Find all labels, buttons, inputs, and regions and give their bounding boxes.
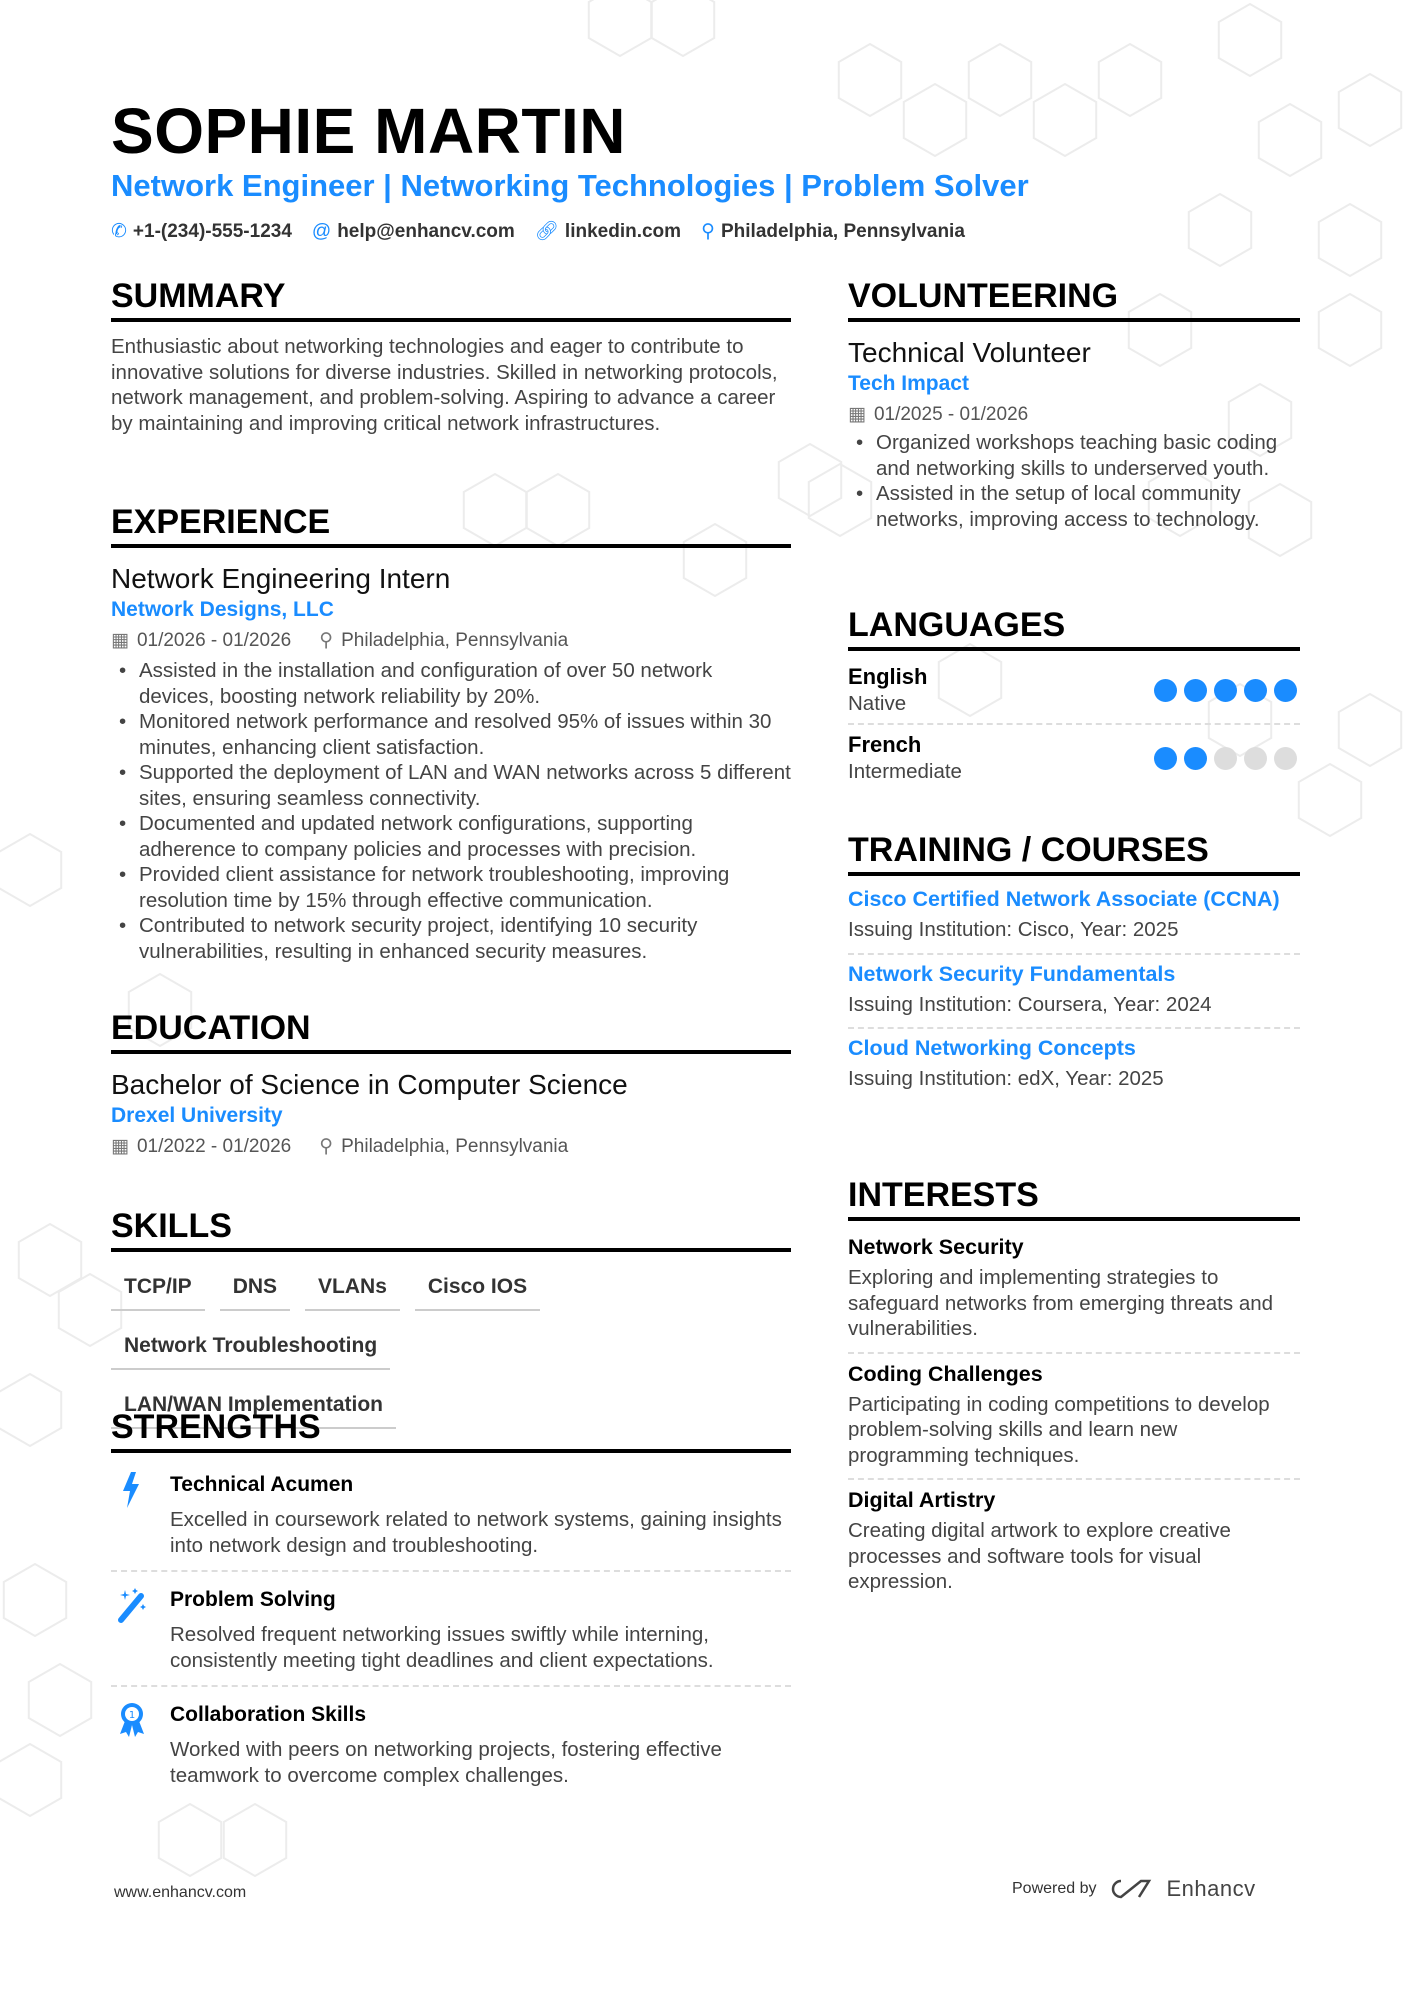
lightning-icon (117, 1471, 147, 1509)
language-name: English (848, 664, 928, 689)
summary-text: Enthusiastic about networking technologies and eager to contribute to innovative solutions for diverse industries. Skilled in networking protocols, network management, and problem-solving. Aspiring to advance a career by maintaining and improving critical network infrastructures. (111, 335, 778, 435)
hexagon-shape (652, 0, 714, 56)
course-title[interactable]: Cloud Networking Concepts (848, 1036, 1136, 1060)
at-icon: @ (311, 221, 332, 242)
course-title[interactable]: Network Security Fundamentals (848, 961, 1176, 986)
rating-dot (1154, 679, 1177, 702)
rating-dot (1184, 747, 1207, 770)
rating-dot (1274, 747, 1297, 770)
school-name: Drexel University (111, 1104, 283, 1127)
education-meta: ▦ 01/2022 - 01/2026 ⚲ Philadelphia, Pennsylvania (111, 1136, 569, 1157)
interest-title: Digital Artistry (848, 1488, 996, 1512)
list-item: • Organized workshops teaching basic coding and networking skills to underserved youth. (848, 430, 1300, 481)
course-text: Issuing Institution: Cisco, Year: 2025 (848, 918, 1179, 941)
list-item: • Provided client assistance for network troubleshooting, improving resolution time by 15% through effective communication. (111, 862, 791, 913)
interest-text: Participating in coding competitions to develop problem-solving skills and learn new programming techniques. (848, 1392, 1270, 1467)
section-title: EDUCATION (111, 1009, 791, 1054)
contact-location: ⚲ Philadelphia, Pennsylvania (701, 221, 965, 242)
strength-text: Resolved frequent networking issues swiftly while interning, consistently meeting tight deadlines and client expectations. (170, 1623, 714, 1672)
course-item (848, 1029, 1300, 1102)
skill-tag: TCP/IP (111, 1266, 205, 1311)
calendar-icon: ▦ (111, 630, 129, 651)
language-item (848, 725, 1300, 791)
job-title: Network Engineering Intern (111, 563, 451, 594)
strength-title: Technical Acumen (170, 1473, 354, 1496)
summary-section (111, 277, 791, 436)
rating-dot (1244, 747, 1267, 770)
list-item: • Assisted in the setup of local community networks, improving access to technology. (848, 481, 1300, 532)
job-meta: ▦ 01/2026 - 01/2026 ⚲ Philadelphia, Pennsylvania (111, 630, 569, 651)
enhancv-logo-icon (1109, 1877, 1155, 1901)
hexagon-shape (969, 44, 1031, 116)
hexagon-shape (589, 0, 651, 56)
contact-linkedin[interactable]: 🔗︎ linkedin.com (534, 221, 682, 242)
location-pin-icon: ⚲ (319, 630, 334, 651)
hexagon-shape (1339, 74, 1401, 146)
award-ribbon-icon (117, 1701, 147, 1739)
hexagon-shape (1319, 204, 1381, 276)
strength-item (111, 1471, 791, 1572)
strength-title: Problem Solving (170, 1588, 336, 1611)
hexagon-shape (1259, 104, 1321, 176)
list-item: • Contributed to network security project, identifying 10 security vulnerabilities, resulting in enhanced security measures. (111, 913, 791, 964)
interests-section (848, 1176, 1300, 1605)
skill-tag: Network Troubleshooting (111, 1325, 390, 1370)
strength-text: Worked with peers on networking projects, fostering effective teamwork to overcome complex challenges. (170, 1738, 722, 1787)
rating-dot (1214, 679, 1237, 702)
hexagon-shape (159, 1804, 221, 1876)
section-title: SUMMARY (111, 277, 791, 322)
experience-bullets (111, 658, 791, 964)
link-icon: 🔗︎ (534, 221, 559, 242)
list-item: • Assisted in the installation and configuration of over 50 network devices, boosting network reliability by 20%. (111, 658, 791, 709)
course-title[interactable]: Cisco Certified Network Associate (CCNA) (848, 887, 1280, 911)
degree: Bachelor of Science in Computer Science (111, 1069, 628, 1100)
rating-dot (1274, 679, 1297, 702)
location-pin-icon: ⚲ (319, 1136, 334, 1157)
course-text: Issuing Institution: edX, Year: 2025 (848, 1067, 1164, 1090)
course-item (848, 955, 1300, 1030)
hexagon-shape (1219, 4, 1281, 76)
skills-section (111, 1207, 791, 1429)
hexagon-shape (0, 834, 61, 906)
interest-title: Network Security (848, 1235, 1024, 1259)
section-title: EXPERIENCE (111, 503, 791, 548)
hexagon-shape (0, 1744, 61, 1816)
interest-item (848, 1227, 1300, 1354)
calendar-icon: ▦ (111, 1136, 129, 1157)
skill-tag: DNS (220, 1266, 290, 1311)
education-section (111, 1009, 791, 1160)
hexagon-shape (1189, 194, 1251, 266)
headline: Network Engineer | Networking Technologies | Problem Solver (111, 168, 1029, 203)
footer-powered-by[interactable]: Powered by Enhancv (1012, 1876, 1256, 1901)
hexagon-shape (29, 1664, 91, 1736)
phone-icon: ✆ (111, 221, 127, 242)
volunteer-role: Technical Volunteer (848, 337, 1091, 368)
contact-email[interactable]: @ help@enhancv.com (311, 221, 515, 242)
interest-text: Exploring and implementing strategies to safeguard networks from emerging threats and vulnerabilities. (848, 1266, 1274, 1340)
section-title: SKILLS (111, 1207, 791, 1252)
section-title: TRAINING / COURSES (848, 831, 1300, 876)
list-item: • Supported the deployment of LAN and WAN networks across 5 different sites, ensuring seamless connectivity. (111, 760, 791, 811)
language-item (848, 657, 1300, 725)
language-name: French (848, 732, 922, 757)
skill-tag: LAN/WAN Implementation (111, 1384, 396, 1429)
experience-section (111, 503, 791, 964)
skill-tag: Cisco IOS (415, 1266, 540, 1311)
location-pin-icon: ⚲ (701, 221, 715, 242)
list-item: • Monitored network performance and resolved 95% of issues within 30 minutes, enhancing client satisfaction. (111, 709, 791, 760)
candidate-name: SOPHIE MARTIN (111, 95, 626, 167)
interest-title: Coding Challenges (848, 1361, 1043, 1386)
volunteer-bullets (848, 430, 1300, 532)
hexagon-shape (904, 84, 966, 156)
strength-item (111, 1586, 791, 1687)
course-item (848, 880, 1300, 955)
language-level: Native (848, 692, 907, 715)
volunteer-meta: ▦ 01/2025 - 01/2026 (848, 404, 1029, 425)
skill-tags (111, 1266, 791, 1429)
strengths-section (111, 1408, 791, 1814)
rating-dot (1214, 747, 1237, 770)
interest-text: Creating digital artwork to explore creative processes and software tools for visual expression. (848, 1519, 1231, 1593)
hexagon-shape (1099, 44, 1161, 116)
section-title: STRENGTHS (111, 1408, 791, 1453)
rating-dot (1244, 679, 1267, 702)
course-text: Issuing Institution: Coursera, Year: 2024 (848, 992, 1212, 1016)
skill-tag: VLANs (305, 1266, 400, 1311)
hexagon-shape (1319, 294, 1381, 366)
hexagon-shape (0, 1374, 61, 1446)
languages-section (848, 606, 1300, 791)
hexagon-shape (1034, 84, 1096, 156)
section-title: VOLUNTEERING (848, 277, 1300, 322)
contact-phone[interactable]: ✆ +1-(234)-555-1234 (111, 221, 292, 242)
interest-item (848, 1480, 1300, 1605)
interest-item (848, 1354, 1300, 1481)
list-item: • Documented and updated network configurations, supporting adherence to company policies and processes with precision. (111, 811, 791, 862)
calendar-icon: ▦ (848, 404, 866, 425)
volunteer-org: Tech Impact (848, 372, 969, 395)
rating-dot (1154, 747, 1177, 770)
hexagon-shape (4, 1564, 66, 1636)
section-title: LANGUAGES (848, 606, 1300, 651)
footer-website[interactable]: www.enhancv.com (114, 1884, 247, 1901)
svg-text:1: 1 (128, 1710, 136, 1721)
hexagon-shape (1299, 764, 1361, 836)
hexagon-shape (839, 44, 901, 116)
strength-text: Excelled in coursework related to network systems, gaining insights into network design and troubleshooting. (170, 1508, 782, 1557)
section-title: INTERESTS (848, 1176, 1300, 1221)
volunteering-section (848, 277, 1300, 532)
contact-bar (111, 219, 965, 245)
magic-wand-icon (117, 1586, 147, 1624)
training-section (848, 831, 1300, 1102)
rating-dot (1184, 679, 1207, 702)
hexagon-shape (1339, 694, 1401, 766)
language-level: Intermediate (848, 760, 962, 783)
strength-title: Collaboration Skills (170, 1703, 367, 1726)
language-rating (1154, 679, 1297, 702)
hexagon-shape (224, 1804, 286, 1876)
strength-item (111, 1701, 791, 1800)
language-rating (1154, 747, 1297, 770)
company-name: Network Designs, LLC (111, 598, 334, 621)
